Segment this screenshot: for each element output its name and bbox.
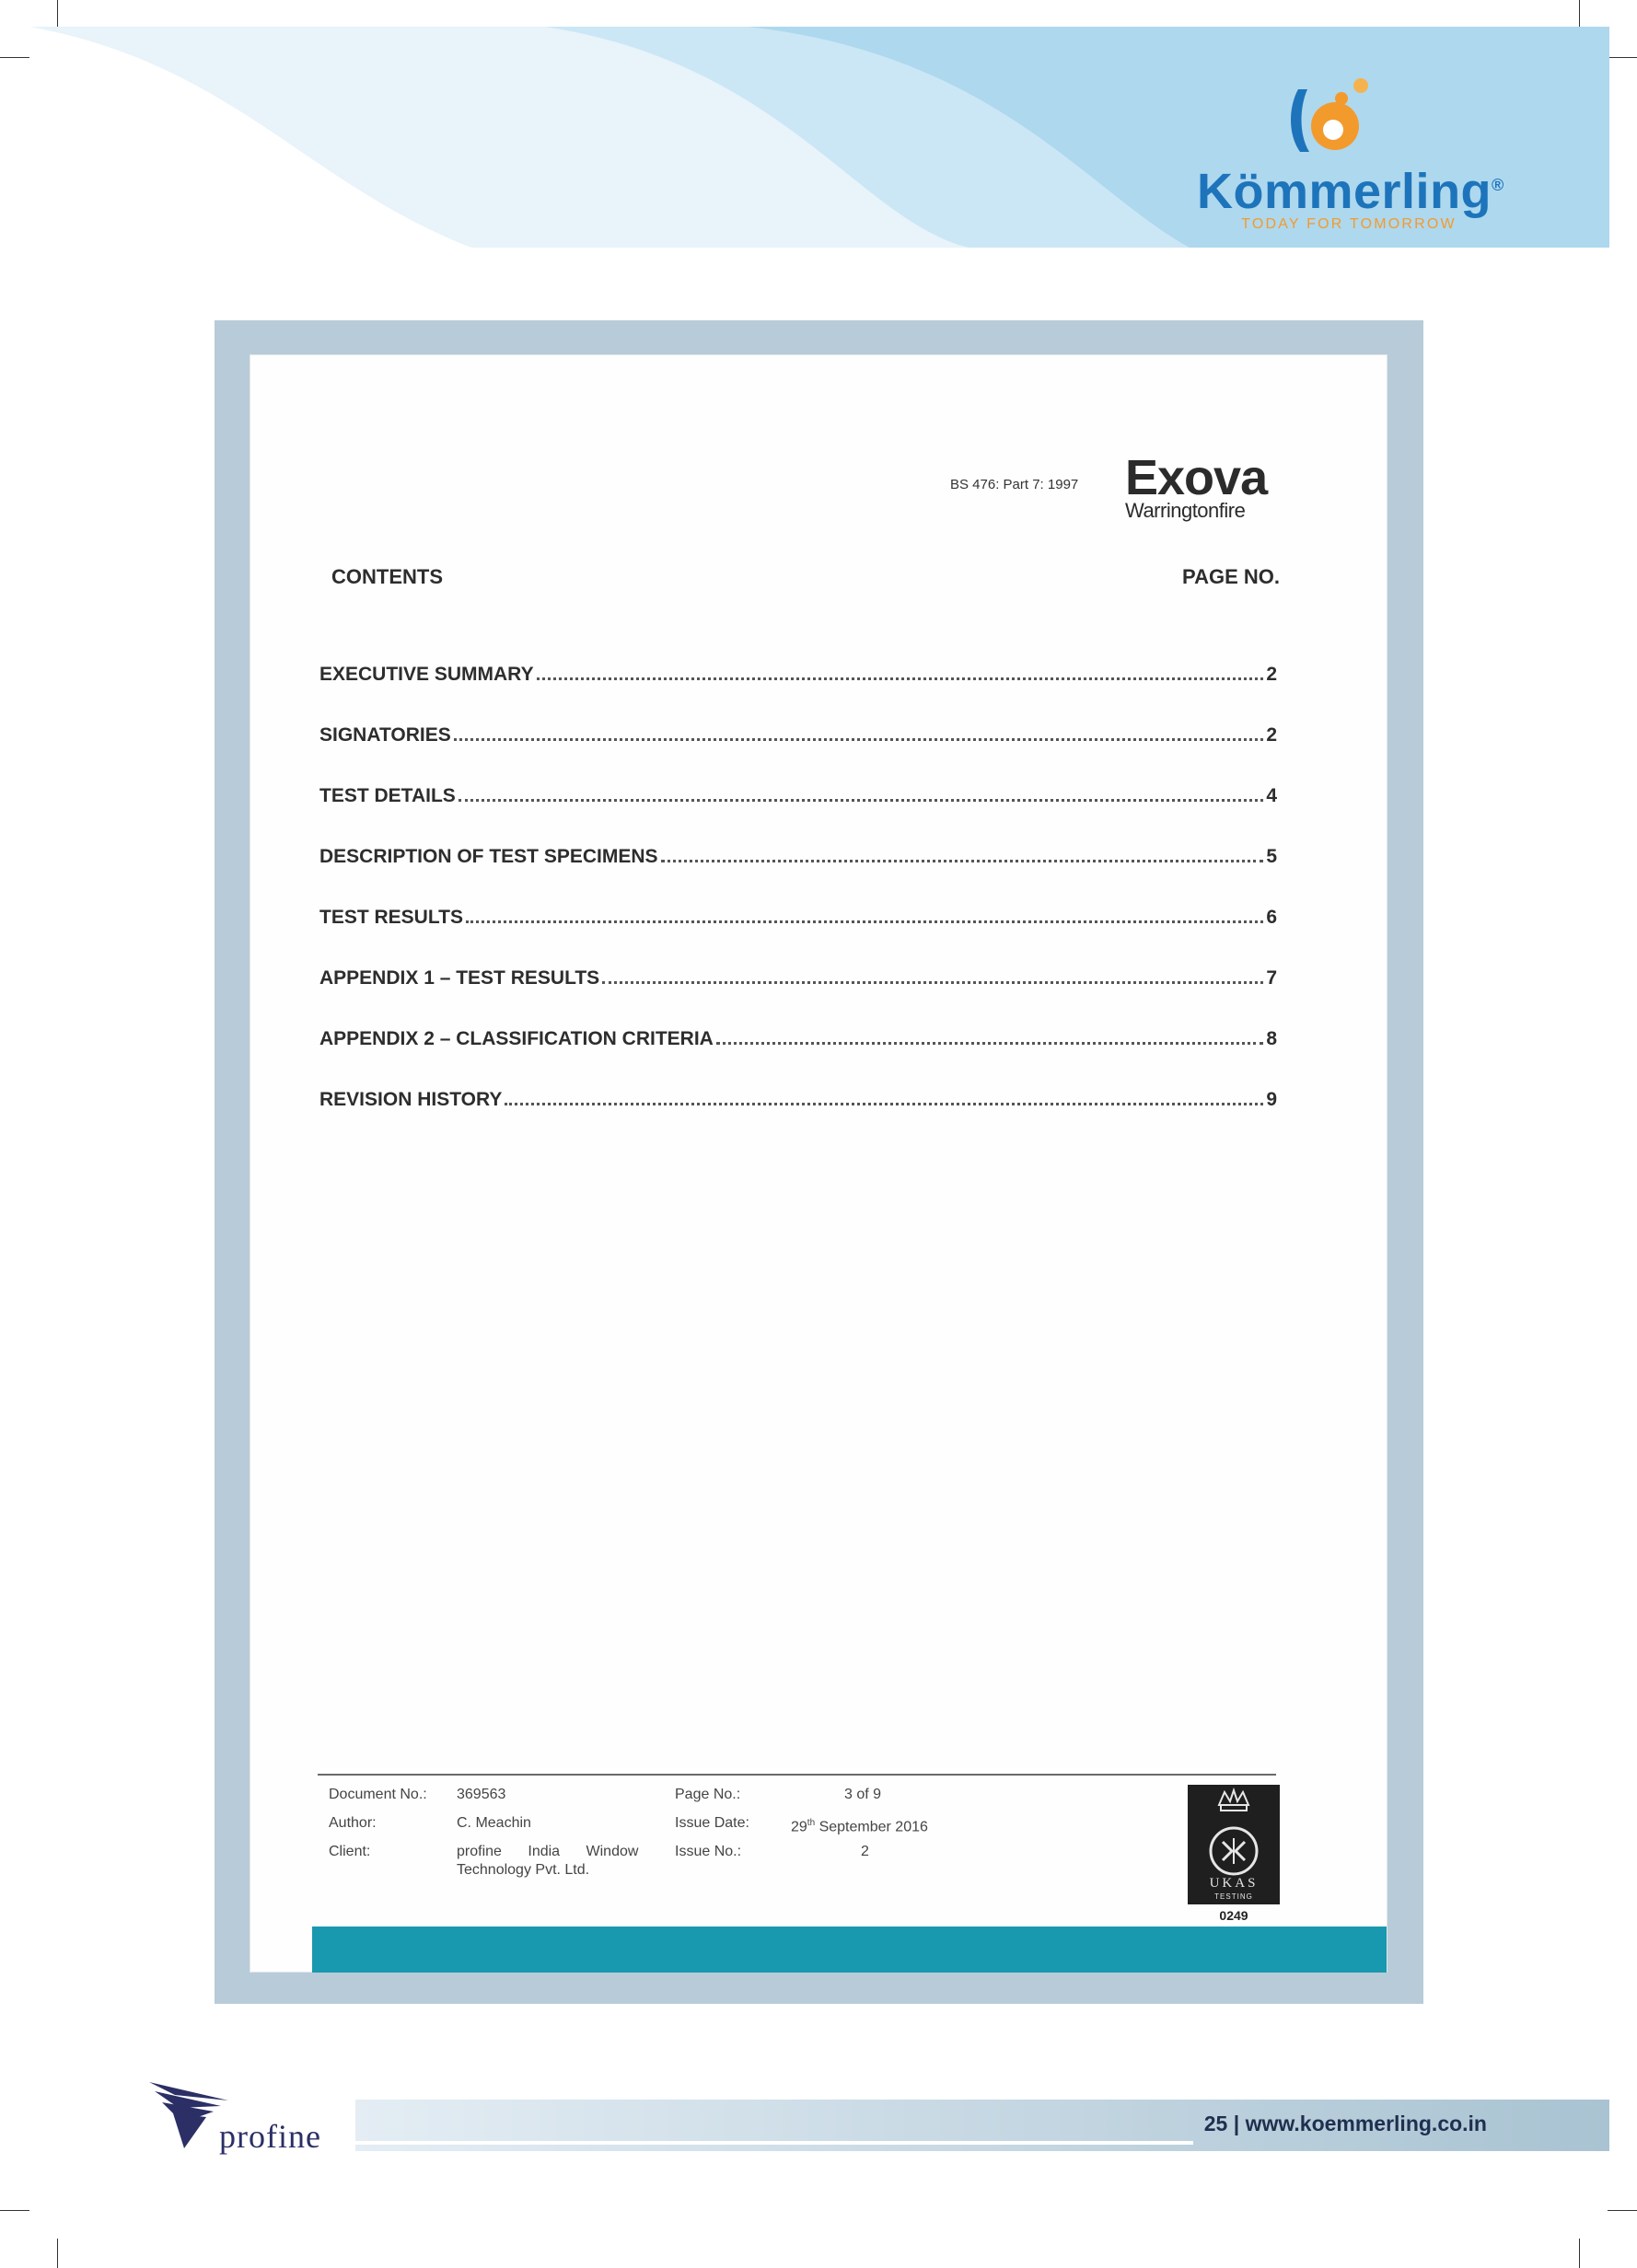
page-number-website[interactable]: 25 | www.koemmerling.co.in	[1203, 2112, 1487, 2135]
crop-mark	[1608, 2210, 1637, 2211]
profine-wing-icon	[147, 2078, 230, 2152]
toc-item-title: REVISION HISTORY	[319, 1089, 503, 1110]
page-number-label: Page No.:	[675, 1787, 741, 1802]
toc-item-page: 8	[1266, 1028, 1277, 1049]
ukas-badge	[1188, 1785, 1280, 1904]
client-line-2: Technology Pvt. Ltd.	[457, 1862, 590, 1878]
toc-item[interactable]	[319, 746, 1277, 807]
crop-mark	[1608, 57, 1637, 58]
page-number-value: 3 of 9	[844, 1787, 882, 1802]
toc-item-page: 5	[1266, 846, 1277, 867]
toc-leader	[454, 738, 1264, 741]
toc-item-page: 2	[1266, 724, 1277, 746]
crop-mark	[57, 0, 58, 29]
toc-item-title: DESCRIPTION OF TEST SPECIMENS	[319, 846, 658, 867]
profine-logo	[147, 2078, 345, 2155]
client-line-1: profine India Window	[457, 1844, 639, 1859]
toc-item-title: SIGNATORIES	[319, 724, 451, 746]
author-value: C. Meachin	[457, 1815, 531, 1831]
crop-mark	[1579, 2239, 1580, 2268]
toc-item-title: APPENDIX 2 – CLASSIFICATION CRITERIA	[319, 1028, 714, 1049]
toc-leader	[505, 1103, 1263, 1105]
toc-item-page: 9	[1266, 1089, 1277, 1110]
toc-item-title: TEST RESULTS	[319, 907, 463, 928]
client-label: Client:	[329, 1844, 371, 1859]
toc-item[interactable]	[319, 1050, 1277, 1111]
brand-name: Kömmerling®	[1197, 164, 1504, 219]
toc-leader	[661, 860, 1264, 862]
toc-item-page: 7	[1266, 967, 1277, 989]
koemmerling-logo	[1197, 78, 1504, 239]
toc-leader	[459, 799, 1264, 802]
doc-number-label: Document No.:	[329, 1787, 427, 1802]
crop-mark	[1579, 0, 1580, 29]
doc-number-value: 369563	[457, 1787, 506, 1802]
document-footer-bar	[312, 1927, 1387, 1973]
client-value	[457, 1843, 650, 1880]
footer-rule	[318, 1774, 1276, 1776]
exova-subtitle: Warringtonfire	[1125, 499, 1246, 522]
toc-item-page: 6	[1266, 907, 1277, 928]
toc-item-title: TEST DETAILS	[319, 785, 456, 806]
ukas-sublabel: TESTING	[1214, 1892, 1253, 1901]
issue-number-label: Issue No.:	[675, 1844, 742, 1859]
crop-mark	[0, 2210, 29, 2211]
toc-leader	[466, 920, 1263, 923]
toc-item[interactable]	[319, 989, 1277, 1050]
toc-item[interactable]	[319, 625, 1277, 686]
toc-item[interactable]	[319, 929, 1277, 989]
profine-wordmark: profine	[219, 2118, 321, 2155]
toc-item-page: 2	[1266, 664, 1277, 685]
contents-heading: CONTENTS	[331, 565, 443, 588]
toc-item-title: APPENDIX 1 – TEST RESULTS	[319, 967, 600, 989]
toc-item[interactable]	[319, 868, 1277, 929]
author-label: Author:	[329, 1815, 377, 1831]
registered-mark: ®	[1492, 176, 1504, 194]
document-page	[250, 354, 1387, 1973]
toc-item[interactable]	[319, 807, 1277, 868]
ukas-label: UKAS	[1209, 1876, 1259, 1891]
toc-leader	[537, 677, 1264, 680]
toc-item-title: EXECUTIVE SUMMARY	[319, 664, 534, 685]
brand-tagline: TODAY FOR TOMORROW	[1241, 216, 1457, 232]
standard-reference: BS 476: Part 7: 1997	[950, 477, 1079, 492]
crop-mark	[0, 57, 29, 58]
table-of-contents	[319, 625, 1277, 1111]
issue-date-label: Issue Date:	[675, 1815, 749, 1831]
koemmerling-mark-icon	[1197, 78, 1501, 166]
toc-leader	[602, 981, 1263, 984]
exova-name: Exova	[1125, 450, 1268, 505]
issue-date-value: 29th September 2016	[791, 1818, 928, 1835]
crop-mark	[57, 2239, 58, 2268]
toc-item-page: 4	[1266, 785, 1277, 806]
issue-number-value: 2	[861, 1844, 869, 1859]
ukas-number: 0249	[1219, 1908, 1248, 1923]
page-number-heading: PAGE NO.	[1182, 565, 1280, 588]
toc-item[interactable]	[319, 686, 1277, 746]
toc-leader	[716, 1042, 1263, 1045]
exova-logo	[1125, 450, 1268, 522]
